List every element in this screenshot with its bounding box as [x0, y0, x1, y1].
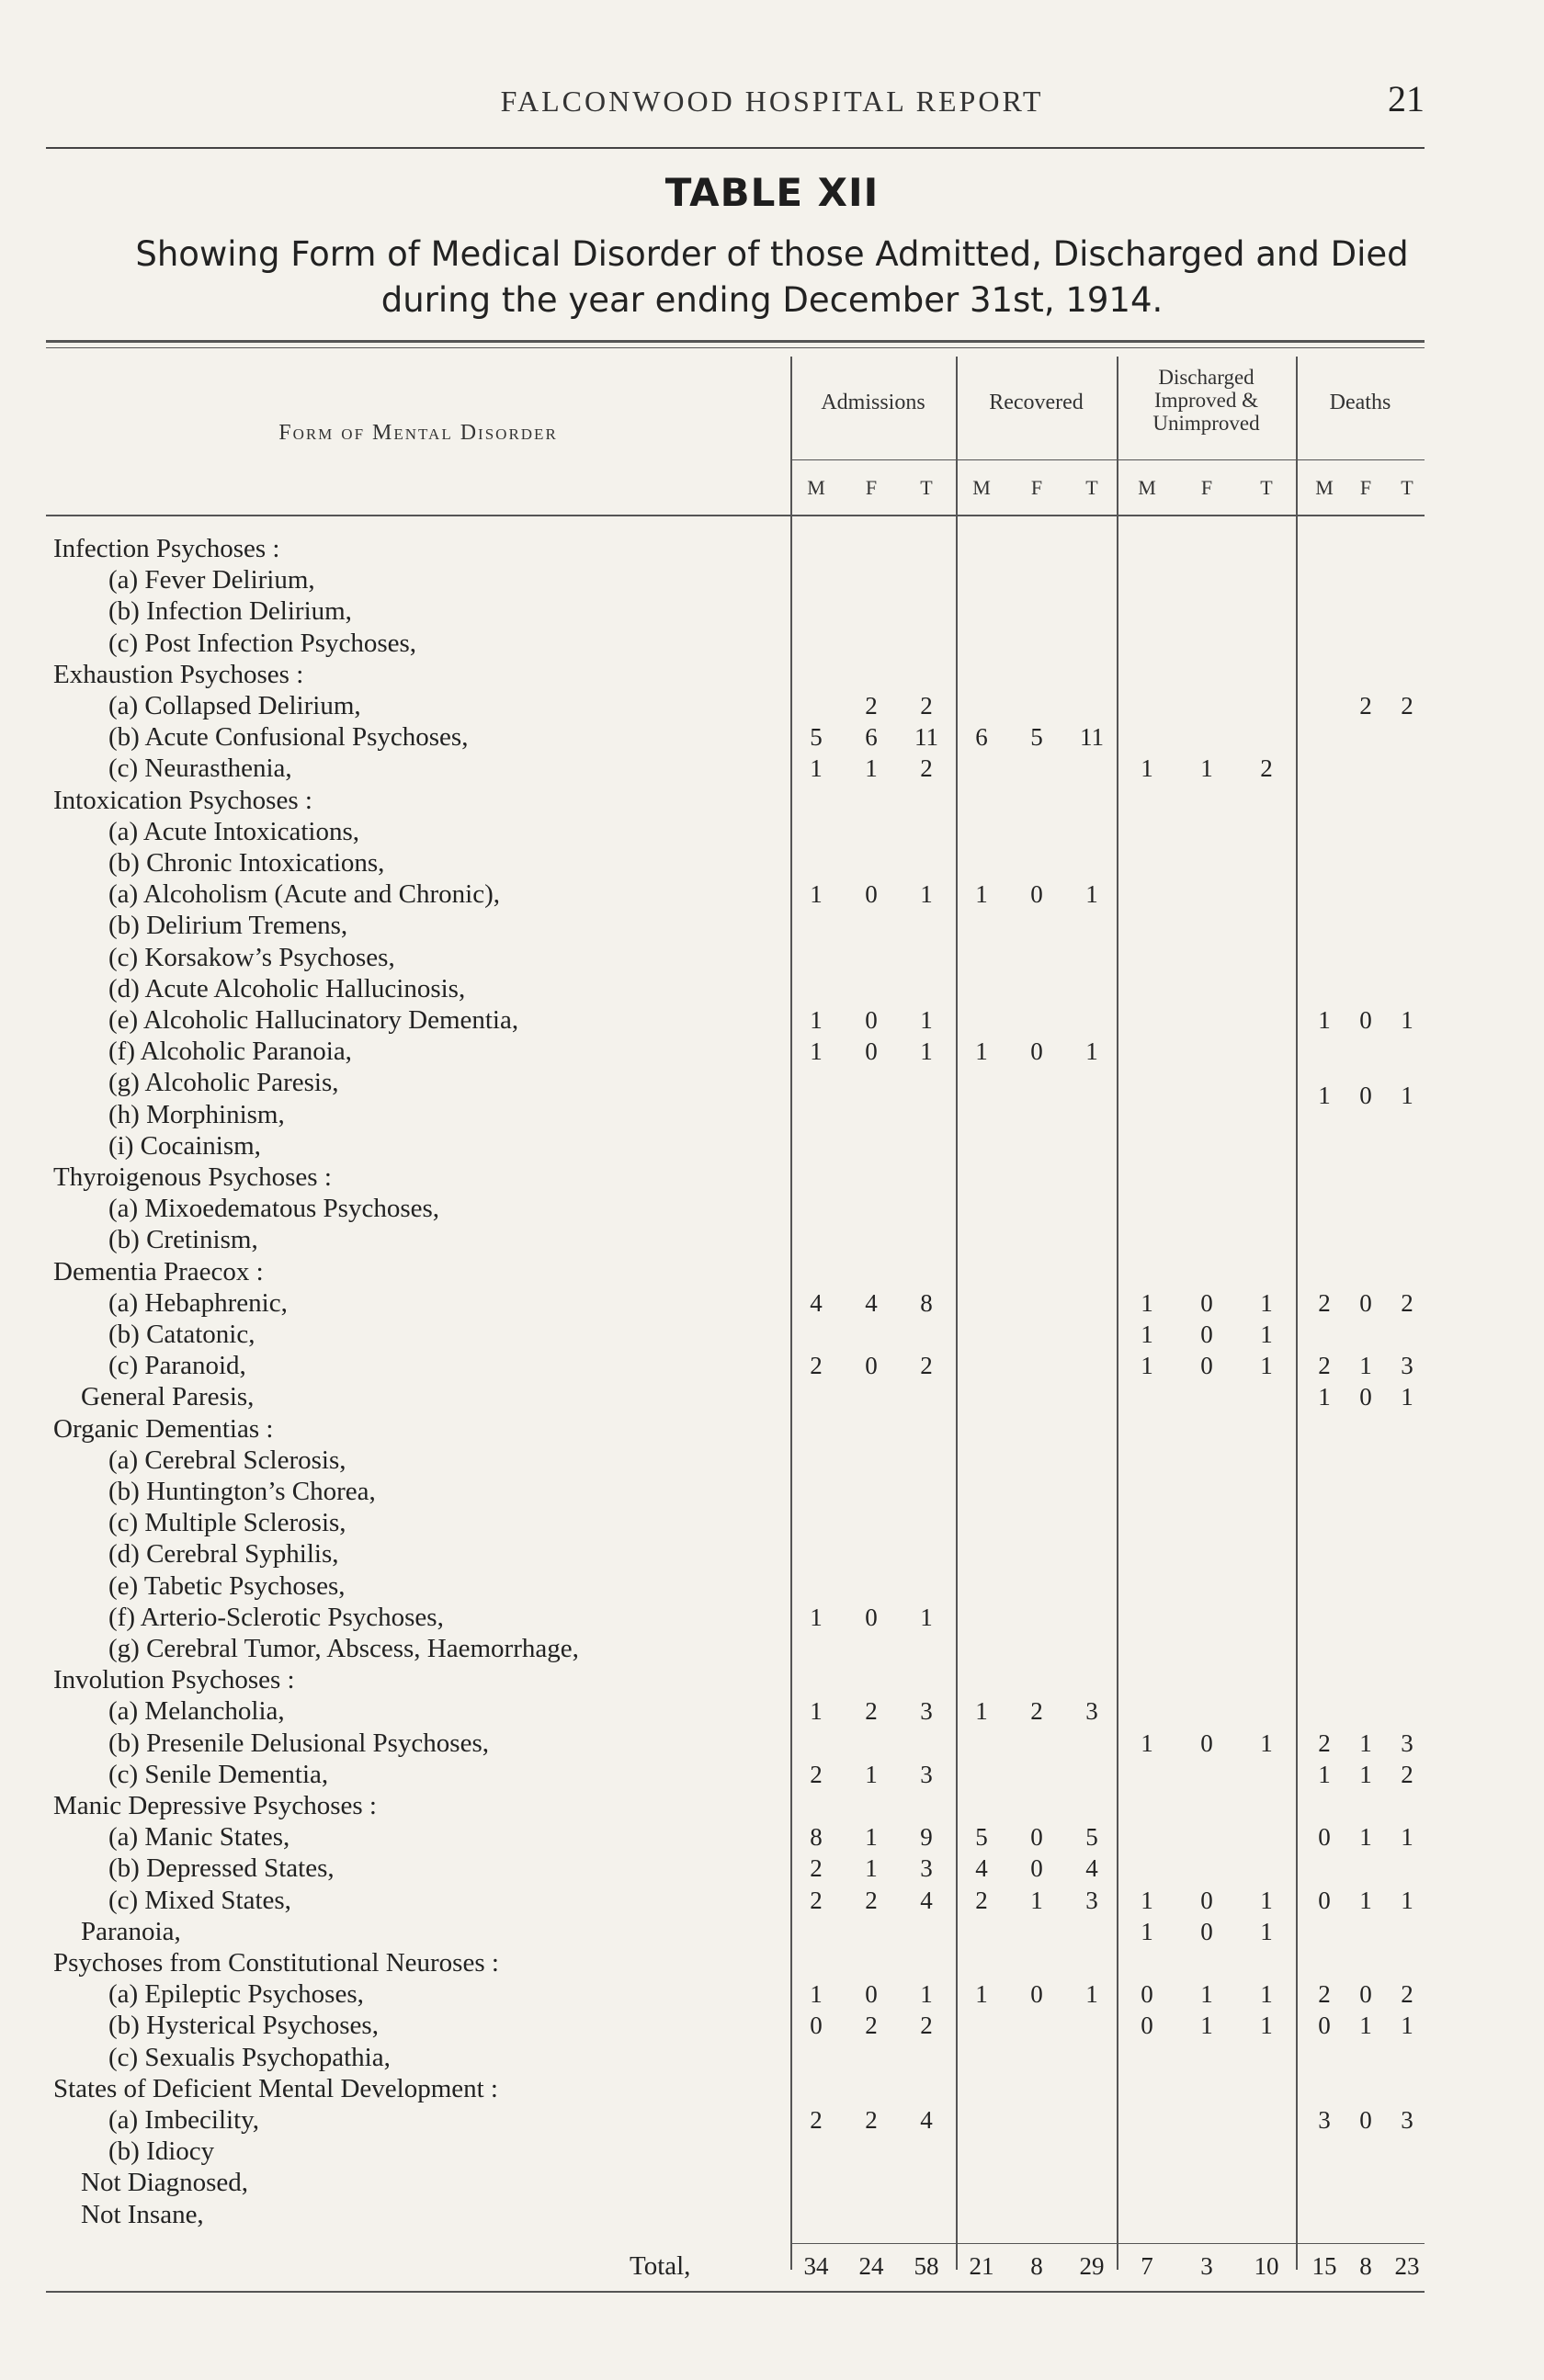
- row-adm-t-cell: 1: [920, 1037, 933, 1066]
- disorder-row-label: (a) Imbecility,: [108, 2105, 259, 2135]
- row-dis-m-cell: 1: [1141, 1728, 1153, 1757]
- row-adm-m-cell: 1: [810, 880, 823, 909]
- row-deaths-t-cell: 3: [1401, 1352, 1413, 1380]
- row-dis-t-cell: 1: [1260, 1980, 1273, 2009]
- disorder-row-label: Paranoia,: [81, 1916, 181, 1946]
- row-deaths-f-cell: 0: [1359, 1288, 1372, 1317]
- group-header: Deaths: [1329, 391, 1391, 414]
- row-rec-m-cell: 1: [975, 880, 988, 909]
- row-deaths-m-cell: 2: [1318, 1352, 1331, 1380]
- row-adm-f-cell: 4: [865, 1288, 878, 1317]
- sub-column-header: F: [1030, 476, 1043, 499]
- header-bottom-rule: [46, 515, 1425, 516]
- row-dis-m-cell: 1: [1141, 1288, 1153, 1317]
- sub-column-header: F: [1359, 476, 1372, 499]
- row-dis-t-cell: 1: [1260, 1728, 1273, 1757]
- row-adm-t-cell: 3: [920, 1760, 933, 1788]
- row-dis-m-cell: 1: [1141, 1886, 1153, 1914]
- disorder-row-label: (e) Alcoholic Hallucinatory Dementia,: [108, 1005, 519, 1035]
- disorder-row-label: (a) Fever Delirium,: [108, 565, 315, 595]
- disorder-row-label: (c) Sexualis Psychopathia,: [108, 2042, 391, 2072]
- disorder-row-label: (b) Huntington’s Chorea,: [108, 1477, 376, 1506]
- total-adm-f-cell: 24: [858, 2251, 884, 2280]
- row-adm-t-cell: 4: [920, 2106, 933, 2134]
- row-rec-m-cell: 1: [975, 1980, 988, 2009]
- total-deaths-f-cell: 8: [1359, 2251, 1372, 2280]
- disorder-row-label: (c) Mixed States,: [108, 1885, 291, 1915]
- disorder-row-label: (c) Post Infection Psychoses,: [108, 628, 417, 658]
- row-dis-f-cell: 0: [1200, 1288, 1213, 1317]
- group-header-line: Unimproved: [1152, 412, 1260, 435]
- row-rec-f-cell: 0: [1030, 1823, 1043, 1852]
- row-deaths-f-cell: 1: [1359, 1760, 1372, 1788]
- row-adm-m-cell: 2: [810, 1352, 823, 1380]
- row-adm-t-cell: 2: [920, 692, 933, 720]
- disorder-row-label: (g) Alcoholic Paresis,: [108, 1068, 339, 1098]
- row-rec-f-cell: 0: [1030, 1037, 1043, 1066]
- total-dis-t-cell: 10: [1254, 2251, 1279, 2280]
- row-dis-f-cell: 0: [1200, 1917, 1213, 1945]
- row-rec-m-cell: 4: [975, 1854, 988, 1883]
- sub-column-header: F: [865, 476, 878, 499]
- disorder-row-label: (a) Cerebral Sclerosis,: [108, 1445, 346, 1475]
- row-adm-t-cell: 2: [920, 754, 933, 783]
- row-dis-m-cell: 1: [1141, 1917, 1153, 1945]
- row-deaths-t-cell: 1: [1401, 1886, 1413, 1914]
- row-adm-t-cell: 1: [920, 1603, 933, 1631]
- disorder-row-label: (f) Alcoholic Paranoia,: [108, 1037, 352, 1067]
- row-rec-t-cell: 1: [1085, 1980, 1098, 2009]
- total-deaths-m-cell: 15: [1311, 2251, 1337, 2280]
- row-dis-t-cell: 1: [1260, 1288, 1273, 1317]
- total-rec-m-cell: 21: [969, 2251, 994, 2280]
- row-deaths-m-cell: 0: [1318, 1823, 1331, 1852]
- row-adm-f-cell: 2: [865, 2106, 878, 2134]
- row-adm-f-cell: 1: [865, 1823, 878, 1852]
- total-rec-f-cell: 8: [1030, 2251, 1043, 2280]
- disorder-row-label: (c) Korsakow’s Psychoses,: [108, 942, 395, 972]
- disorder-row-label: (g) Cerebral Tumor, Abscess, Haemorrhage,: [108, 1634, 579, 1663]
- table-title: TABLE XII: [664, 170, 880, 215]
- row-deaths-m-cell: 2: [1318, 1288, 1331, 1317]
- disorder-row-label: (b) Chronic Intoxications,: [108, 848, 385, 878]
- row-rec-t-cell: 11: [1080, 723, 1104, 752]
- row-adm-m-cell: 1: [810, 1037, 823, 1066]
- sub-column-header: M: [807, 476, 825, 499]
- row-dis-f-cell: 0: [1200, 1886, 1213, 1914]
- total-adm-m-cell: 34: [803, 2251, 829, 2280]
- row-deaths-t-cell: 2: [1401, 1288, 1413, 1317]
- row-dis-t-cell: 1: [1260, 2012, 1273, 2040]
- row-adm-m-cell: 1: [810, 1980, 823, 2009]
- disorder-row-label: (c) Neurasthenia,: [108, 754, 292, 784]
- row-deaths-t-cell: 2: [1401, 692, 1413, 720]
- row-dis-f-cell: 1: [1200, 754, 1213, 783]
- row-adm-f-cell: 2: [865, 1886, 878, 1914]
- row-adm-m-cell: 1: [810, 1006, 823, 1034]
- row-dis-f-cell: 1: [1200, 2012, 1213, 2040]
- row-deaths-f-cell: 0: [1359, 1006, 1372, 1034]
- sub-column-header: T: [1260, 476, 1273, 499]
- disorder-row-label: Not Insane,: [81, 2199, 204, 2229]
- row-rec-f-cell: 0: [1030, 1854, 1043, 1883]
- row-adm-m-cell: 1: [810, 1603, 823, 1631]
- group-header-line: Improved &: [1153, 389, 1259, 412]
- page-number: 21: [1388, 78, 1425, 119]
- row-dis-f-cell: 1: [1200, 1980, 1213, 2009]
- group-divider-2: [1117, 357, 1118, 2270]
- total-adm-t-cell: 58: [914, 2251, 939, 2280]
- disorder-row-label: (c) Senile Dementia,: [108, 1759, 329, 1789]
- disorder-row-label: Exhaustion Psychoses :: [53, 659, 304, 689]
- row-adm-t-cell: 3: [920, 1854, 933, 1883]
- header-rule: [46, 147, 1425, 149]
- disorder-row-label: Manic Depressive Psychoses :: [53, 1791, 377, 1820]
- row-deaths-m-cell: 2: [1318, 1980, 1331, 2009]
- row-rec-t-cell: 3: [1085, 1886, 1098, 1914]
- group-divider-1: [956, 357, 958, 2270]
- row-rec-f-cell: 2: [1030, 1697, 1043, 1726]
- row-deaths-m-cell: 2: [1318, 1728, 1331, 1757]
- row-adm-f-cell: 2: [865, 1697, 878, 1726]
- row-adm-t-cell: 2: [920, 1352, 933, 1380]
- row-adm-t-cell: 4: [920, 1886, 933, 1914]
- row-adm-t-cell: 8: [920, 1288, 933, 1317]
- total-dis-m-cell: 7: [1141, 2251, 1153, 2280]
- disorder-row-label: States of Deficient Mental Development :: [53, 2073, 498, 2103]
- disorder-row-label: Psychoses from Constitutional Neuroses :: [53, 1948, 499, 1978]
- total-label: Total,: [630, 2250, 691, 2281]
- row-dis-m-cell: 1: [1141, 1320, 1153, 1348]
- disorder-row-label: (b) Delirium Tremens,: [108, 911, 348, 941]
- disorder-row-label: (b) Idiocy: [108, 2136, 215, 2167]
- row-deaths-m-cell: 0: [1318, 2012, 1331, 2040]
- row-dis-t-cell: 1: [1260, 1352, 1273, 1380]
- row-adm-f-cell: 2: [865, 692, 878, 720]
- row-adm-f-cell: 0: [865, 1037, 878, 1066]
- disorder-row-label: (a) Alcoholism (Acute and Chronic),: [108, 879, 501, 910]
- disorder-row-label: (b) Hysterical Psychoses,: [108, 2011, 379, 2041]
- disorder-row-label: Dementia Praecox :: [53, 1256, 264, 1286]
- row-deaths-m-cell: 1: [1318, 1082, 1331, 1110]
- row-rec-t-cell: 4: [1085, 1854, 1098, 1883]
- row-deaths-t-cell: 1: [1401, 1383, 1413, 1411]
- row-deaths-f-cell: 0: [1359, 1383, 1372, 1411]
- row-rec-f-cell: 1: [1030, 1886, 1043, 1914]
- row-dis-t-cell: 2: [1260, 754, 1273, 783]
- disorder-row-label: (a) Epileptic Psychoses,: [108, 1979, 364, 2010]
- sub-column-header: T: [1085, 476, 1098, 499]
- sub-column-header: F: [1200, 476, 1213, 499]
- row-rec-m-cell: 1: [975, 1037, 988, 1066]
- row-adm-t-cell: 3: [920, 1697, 933, 1726]
- disorder-row-label: (b) Acute Confusional Psychoses,: [108, 722, 469, 753]
- header-sub-rule: [790, 459, 1425, 460]
- row-deaths-m-cell: 3: [1318, 2106, 1331, 2134]
- row-adm-m-cell: 8: [810, 1823, 823, 1852]
- disorder-row-label: Intoxication Psychoses :: [53, 785, 312, 815]
- row-adm-m-cell: 0: [810, 2012, 823, 2040]
- row-dis-t-cell: 1: [1260, 1320, 1273, 1348]
- row-deaths-t-cell: 2: [1401, 1760, 1413, 1788]
- row-deaths-t-cell: 1: [1401, 2012, 1413, 2040]
- sub-column-header: M: [972, 476, 991, 499]
- disorder-row-label: (b) Presenile Delusional Psychoses,: [108, 1728, 489, 1758]
- row-deaths-f-cell: 0: [1359, 2106, 1372, 2134]
- table-top-rule-2: [46, 347, 1425, 348]
- sub-column-header: M: [1315, 476, 1334, 499]
- disorder-row-label: Not Diagnosed,: [81, 2168, 249, 2198]
- total-bottom-rule: [46, 2291, 1425, 2293]
- table-top-rule-1: [46, 340, 1425, 343]
- disorder-row-label: (e) Tabetic Psychoses,: [108, 1570, 346, 1601]
- row-rec-m-cell: 5: [975, 1823, 988, 1852]
- table-subtitle-line-1: Showing Form of Medical Disorder of those Admitted, Discharged and Died: [135, 234, 1409, 274]
- row-adm-f-cell: 0: [865, 880, 878, 909]
- row-rec-f-cell: 0: [1030, 880, 1043, 909]
- total-deaths-t-cell: 23: [1394, 2251, 1420, 2280]
- row-deaths-t-cell: 3: [1401, 1728, 1413, 1757]
- disorder-table: [46, 340, 1425, 2279]
- row-dis-f-cell: 0: [1200, 1352, 1213, 1380]
- disorder-row-label: (a) Manic States,: [108, 1822, 290, 1853]
- row-adm-f-cell: 0: [865, 1603, 878, 1631]
- group-header-line: Discharged: [1158, 366, 1254, 389]
- row-rec-f-cell: 5: [1030, 723, 1043, 752]
- running-title: FALCONWOOD HOSPITAL REPORT: [500, 85, 1044, 118]
- row-deaths-f-cell: 0: [1359, 1980, 1372, 2009]
- row-deaths-m-cell: 1: [1318, 1383, 1331, 1411]
- row-rec-t-cell: 3: [1085, 1697, 1098, 1726]
- sub-column-header: T: [1401, 476, 1413, 499]
- row-dis-m-cell: 0: [1141, 1980, 1153, 2009]
- disorder-row-label: (a) Melancholia,: [108, 1696, 285, 1727]
- row-deaths-t-cell: 1: [1401, 1082, 1413, 1110]
- row-rec-m-cell: 6: [975, 723, 988, 752]
- row-deaths-f-cell: 0: [1359, 1082, 1372, 1110]
- disorder-row-label: (d) Acute Alcoholic Hallucinosis,: [108, 973, 466, 1003]
- row-adm-m-cell: 2: [810, 1854, 823, 1883]
- row-adm-t-cell: 11: [914, 723, 938, 752]
- disorder-row-label: Infection Psychoses :: [53, 534, 280, 563]
- disorder-row-label: (c) Multiple Sclerosis,: [108, 1508, 346, 1538]
- row-dis-t-cell: 1: [1260, 1886, 1273, 1914]
- disorder-row-label: (b) Catatonic,: [108, 1320, 255, 1349]
- row-adm-t-cell: 9: [920, 1823, 933, 1852]
- row-rec-m-cell: 2: [975, 1886, 988, 1914]
- row-adm-t-cell: 1: [920, 880, 933, 909]
- row-deaths-f-cell: 1: [1359, 1728, 1372, 1757]
- table-subtitle-line-2: during the year ending December 31st, 1914.: [380, 280, 1164, 320]
- row-adm-m-cell: 2: [810, 2106, 823, 2134]
- disorder-row-label: General Paresis,: [81, 1382, 255, 1412]
- disorder-row-label: (b) Depressed States,: [108, 1853, 335, 1884]
- row-adm-t-cell: 2: [920, 2012, 933, 2040]
- row-dis-m-cell: 1: [1141, 1352, 1153, 1380]
- row-adm-m-cell: 4: [810, 1288, 823, 1317]
- row-adm-t-cell: 1: [920, 1006, 933, 1034]
- row-adm-t-cell: 1: [920, 1980, 933, 2009]
- row-deaths-m-cell: 1: [1318, 1006, 1331, 1034]
- total-rec-t-cell: 29: [1079, 2251, 1105, 2280]
- row-dis-f-cell: 0: [1200, 1728, 1213, 1757]
- row-adm-m-cell: 2: [810, 1760, 823, 1788]
- disorder-row-label: Organic Dementias :: [53, 1413, 274, 1444]
- group-divider-3: [1296, 357, 1298, 2270]
- row-deaths-m-cell: 1: [1318, 1760, 1331, 1788]
- row-dis-m-cell: 0: [1141, 2012, 1153, 2040]
- row-deaths-t-cell: 1: [1401, 1823, 1413, 1852]
- row-adm-f-cell: 1: [865, 754, 878, 783]
- row-rec-t-cell: 1: [1085, 1037, 1098, 1066]
- row-adm-f-cell: 1: [865, 1854, 878, 1883]
- row-adm-f-cell: 0: [865, 1352, 878, 1380]
- group-divider-0: [790, 357, 792, 2270]
- row-deaths-t-cell: 3: [1401, 2106, 1413, 2134]
- row-deaths-f-cell: 1: [1359, 1352, 1372, 1380]
- disorder-row-label: (c) Paranoid,: [108, 1351, 246, 1381]
- row-dis-f-cell: 0: [1200, 1320, 1213, 1348]
- disorder-row-label: Thyroigenous Psychoses :: [53, 1162, 332, 1192]
- row-deaths-m-cell: 0: [1318, 1886, 1331, 1914]
- row-rec-t-cell: 5: [1085, 1823, 1098, 1852]
- row-deaths-f-cell: 1: [1359, 1823, 1372, 1852]
- row-adm-f-cell: 2: [865, 2012, 878, 2040]
- total-top-rule: [790, 2243, 1425, 2244]
- row-rec-t-cell: 1: [1085, 880, 1098, 909]
- sub-column-header: T: [920, 476, 933, 499]
- row-deaths-f-cell: 1: [1359, 2012, 1372, 2040]
- disorder-row-label: (i) Cocainism,: [108, 1130, 261, 1161]
- row-deaths-t-cell: 1: [1401, 1006, 1413, 1034]
- disorder-row-label: (a) Mixoedematous Psychoses,: [108, 1194, 440, 1224]
- row-adm-m-cell: 2: [810, 1886, 823, 1914]
- row-deaths-f-cell: 1: [1359, 1886, 1372, 1914]
- row-adm-f-cell: 0: [865, 1980, 878, 2009]
- row-adm-m-cell: 1: [810, 754, 823, 783]
- disorder-row-label: Involution Psychoses :: [53, 1665, 295, 1695]
- sub-column-header: M: [1138, 476, 1156, 499]
- disorder-row-label: (a) Hebaphrenic,: [108, 1287, 288, 1318]
- disorder-row-label: (a) Acute Intoxications,: [108, 816, 359, 846]
- disorder-row-label: (f) Arterio-Sclerotic Psychoses,: [108, 1602, 444, 1632]
- row-adm-f-cell: 6: [865, 723, 878, 752]
- form-column-header: Form of Mental Disorder: [278, 421, 558, 445]
- row-adm-m-cell: 1: [810, 1697, 823, 1726]
- disorder-row-label: (b) Infection Delirium,: [108, 596, 352, 627]
- row-deaths-f-cell: 2: [1359, 692, 1372, 720]
- group-header: Admissions: [821, 391, 925, 414]
- row-rec-m-cell: 1: [975, 1697, 988, 1726]
- disorder-row-label: (a) Collapsed Delirium,: [108, 691, 361, 720]
- row-dis-t-cell: 1: [1260, 1917, 1273, 1945]
- row-adm-m-cell: 5: [810, 723, 823, 752]
- row-adm-f-cell: 1: [865, 1760, 878, 1788]
- total-dis-f-cell: 3: [1200, 2251, 1213, 2280]
- disorder-row-label: (h) Morphinism,: [108, 1099, 285, 1129]
- row-adm-f-cell: 0: [865, 1006, 878, 1034]
- group-header: Recovered: [989, 391, 1084, 414]
- row-deaths-t-cell: 2: [1401, 1980, 1413, 2009]
- disorder-row-label: (d) Cerebral Syphilis,: [108, 1539, 339, 1570]
- row-dis-m-cell: 1: [1141, 754, 1153, 783]
- row-rec-f-cell: 0: [1030, 1980, 1043, 2009]
- disorder-row-label: (b) Cretinism,: [108, 1225, 258, 1255]
